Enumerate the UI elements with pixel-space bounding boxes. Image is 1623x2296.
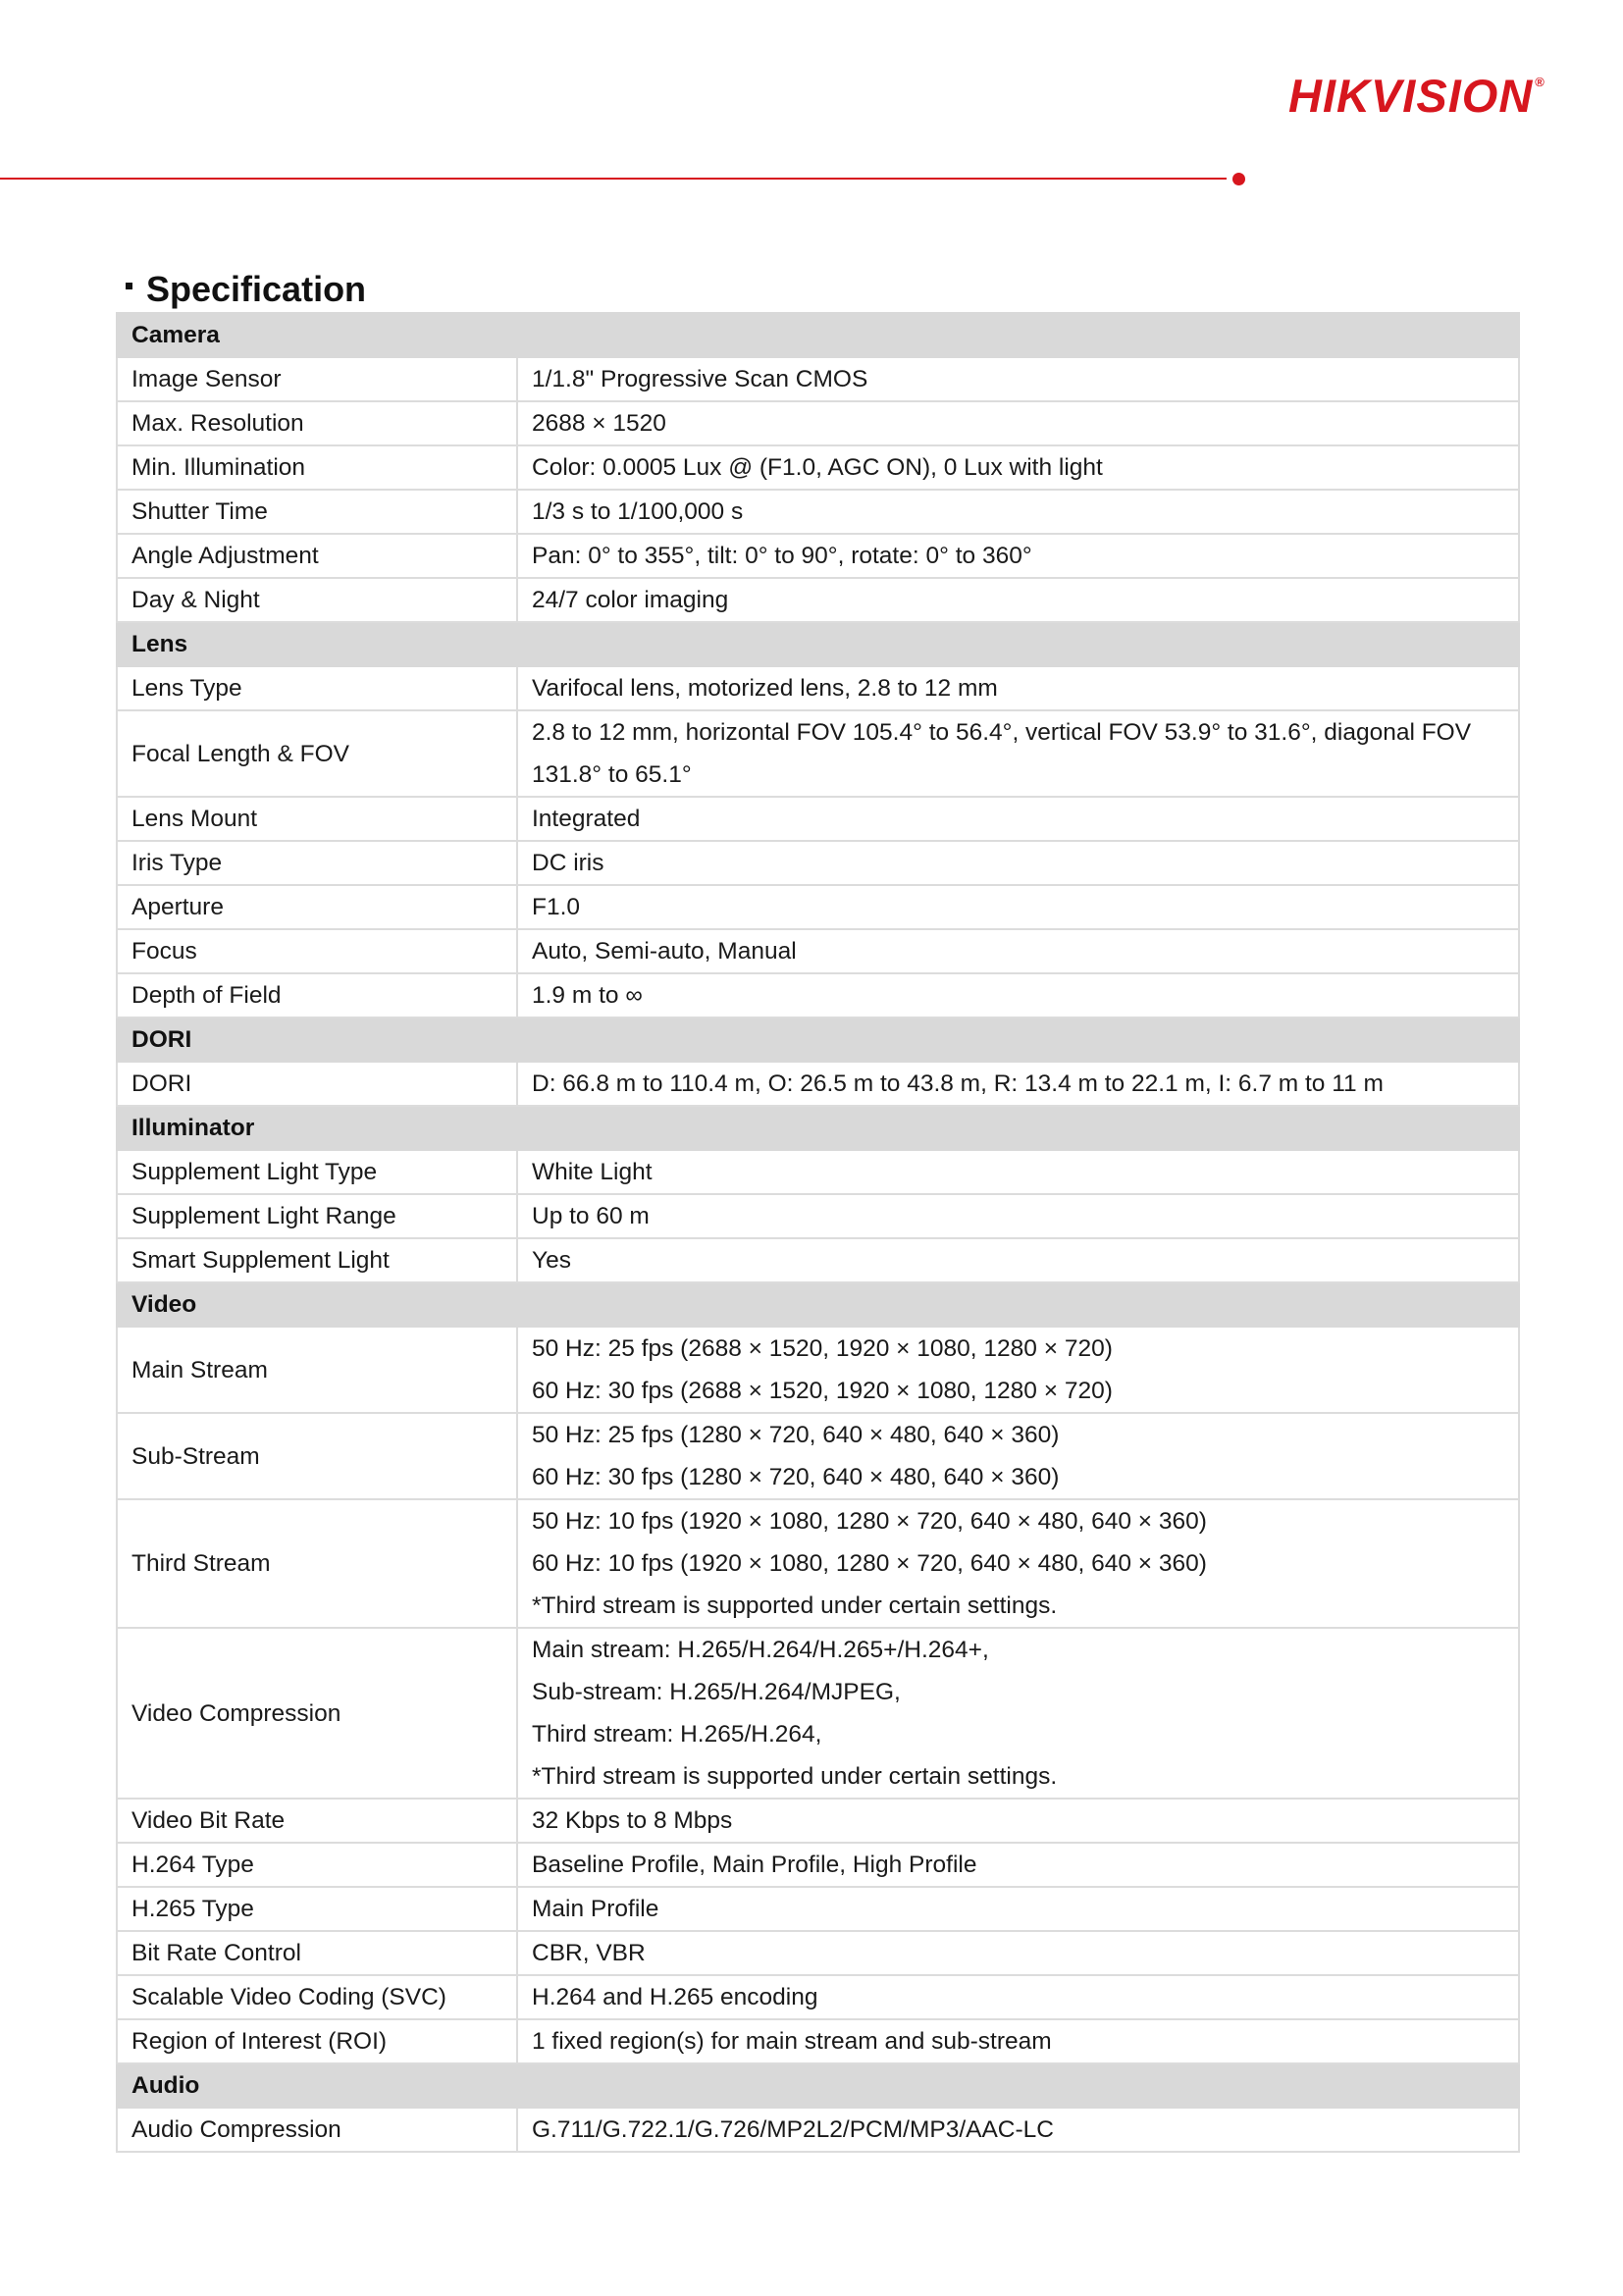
spec-row (117, 797, 1519, 841)
spec-value (517, 1799, 1519, 1843)
spec-label: Scalable Video Coding (SVC) (117, 1975, 517, 2019)
spec-value-line: 24/7 color imaging (532, 587, 729, 613)
spec-value (517, 1628, 1519, 1799)
spec-label: Shutter Time (117, 490, 517, 534)
section-header-row (117, 1106, 1519, 1150)
spec-value (517, 357, 1519, 401)
spec-value (517, 710, 1519, 797)
spec-label: Video Bit Rate (117, 1799, 517, 1843)
bullet-icon (126, 283, 132, 289)
spec-value-line: Baseline Profile, Main Profile, High Profile (532, 1852, 977, 1878)
spec-value (517, 1150, 1519, 1194)
spec-value-line: 1.9 m to ∞ (532, 982, 643, 1009)
spec-value (517, 973, 1519, 1018)
spec-value-line: Yes (532, 1247, 571, 1274)
section-header-row (117, 622, 1519, 666)
spec-value-line: *Third stream is supported under certain settings. (532, 1592, 1058, 1619)
spec-value (517, 1062, 1519, 1106)
section-title: Lens (117, 622, 1519, 666)
spec-value-line: Up to 60 m (532, 1203, 650, 1229)
spec-row (117, 357, 1519, 401)
spec-value (517, 1194, 1519, 1238)
spec-label: Min. Illumination (117, 445, 517, 490)
spec-label: Focal Length & FOV (117, 710, 517, 797)
spec-row (117, 578, 1519, 622)
spec-value (517, 578, 1519, 622)
spec-row (117, 2019, 1519, 2063)
spec-value-line: 131.8° to 65.1° (532, 761, 692, 788)
spec-row (117, 1931, 1519, 1975)
spec-row (117, 1843, 1519, 1887)
spec-value (517, 1413, 1519, 1499)
spec-label: Supplement Light Range (117, 1194, 517, 1238)
spec-value-line: 2688 × 1520 (532, 410, 666, 437)
spec-value (517, 797, 1519, 841)
spec-row (117, 534, 1519, 578)
spec-row (117, 1062, 1519, 1106)
spec-value-line: Third stream: H.265/H.264, (532, 1721, 822, 1748)
spec-row (117, 1194, 1519, 1238)
spec-value-line: Auto, Semi-auto, Manual (532, 938, 797, 965)
section-title: DORI (117, 1018, 1519, 1062)
spec-value-line: Integrated (532, 806, 641, 832)
spec-label: Day & Night (117, 578, 517, 622)
spec-value-line: CBR, VBR (532, 1940, 646, 1966)
spec-label: Focus (117, 929, 517, 973)
spec-label: Third Stream (117, 1499, 517, 1628)
spec-value-line: 2.8 to 12 mm, horizontal FOV 105.4° to 56.4°, vertical FOV 53.9° to 31.6°, diagonal FOV (532, 719, 1472, 746)
spec-value (517, 885, 1519, 929)
spec-row (117, 1413, 1519, 1499)
section-title: Illuminator (117, 1106, 1519, 1150)
spec-value-line: Main Profile (532, 1896, 659, 1922)
section-title: Camera (117, 313, 1519, 357)
spec-row (117, 666, 1519, 710)
spec-value-line: 1/1.8" Progressive Scan CMOS (532, 366, 868, 392)
spec-label: Aperture (117, 885, 517, 929)
spec-value (517, 1887, 1519, 1931)
spec-row (117, 1327, 1519, 1413)
spec-value (517, 490, 1519, 534)
spec-value-line: 60 Hz: 10 fps (1920 × 1080, 1280 × 720, 640 × 480, 640 × 360) (532, 1550, 1207, 1577)
spec-value-line: H.264 and H.265 encoding (532, 1984, 818, 2010)
spec-value (517, 2019, 1519, 2063)
spec-value-line: DC iris (532, 850, 604, 876)
spec-value-line: Varifocal lens, motorized lens, 2.8 to 12 mm (532, 675, 998, 702)
spec-value-line: 60 Hz: 30 fps (1280 × 720, 640 × 480, 640 × 360) (532, 1464, 1060, 1490)
spec-row (117, 710, 1519, 797)
spec-value-line: 1/3 s to 1/100,000 s (532, 498, 744, 525)
hikvision-logo: HIKVISION ® (1288, 70, 1545, 122)
spec-label: H.265 Type (117, 1887, 517, 1931)
spec-row (117, 2108, 1519, 2152)
spec-value (517, 445, 1519, 490)
spec-value-line: G.711/G.722.1/G.726/MP2L2/PCM/MP3/AAC-LC (532, 2116, 1054, 2143)
spec-value (517, 401, 1519, 445)
spec-label: Iris Type (117, 841, 517, 885)
section-header-row (117, 1018, 1519, 1062)
spec-value (517, 1975, 1519, 2019)
spec-label: H.264 Type (117, 1843, 517, 1887)
spec-label: Bit Rate Control (117, 1931, 517, 1975)
spec-value (517, 666, 1519, 710)
spec-value (517, 929, 1519, 973)
specification-table (116, 312, 1520, 2153)
spec-value-line: 50 Hz: 10 fps (1920 × 1080, 1280 × 720, 640 × 480, 640 × 360) (532, 1508, 1207, 1535)
spec-label: Angle Adjustment (117, 534, 517, 578)
spec-label: Depth of Field (117, 973, 517, 1018)
spec-value (517, 1843, 1519, 1887)
spec-value-line: D: 66.8 m to 110.4 m, O: 26.5 m to 43.8 m, R: 13.4 m to 22.1 m, I: 6.7 m to 11 m (532, 1070, 1384, 1097)
spec-row (117, 1238, 1519, 1282)
spec-row (117, 885, 1519, 929)
spec-row (117, 1887, 1519, 1931)
section-header-row (117, 313, 1519, 357)
header-rule-dot (1232, 173, 1245, 185)
spec-row (117, 1799, 1519, 1843)
spec-label: Main Stream (117, 1327, 517, 1413)
header-rule (0, 178, 1227, 180)
spec-label: Sub-Stream (117, 1413, 517, 1499)
section-header-row (117, 2063, 1519, 2108)
spec-label: Image Sensor (117, 357, 517, 401)
spec-label: Region of Interest (ROI) (117, 2019, 517, 2063)
spec-value-line: 1 fixed region(s) for main stream and sub-stream (532, 2028, 1052, 2055)
spec-label: DORI (117, 1062, 517, 1106)
spec-value (517, 2108, 1519, 2152)
spec-row (117, 841, 1519, 885)
section-heading: Specification (126, 267, 366, 312)
spec-row (117, 490, 1519, 534)
spec-value-line: 50 Hz: 25 fps (1280 × 720, 640 × 480, 640 × 360) (532, 1422, 1060, 1448)
spec-value-line: 32 Kbps to 8 Mbps (532, 1807, 733, 1834)
section-header-row (117, 1282, 1519, 1327)
spec-value-line: White Light (532, 1159, 653, 1185)
spec-value-line: *Third stream is supported under certain settings. (532, 1763, 1058, 1790)
spec-row (117, 1499, 1519, 1628)
spec-value (517, 1327, 1519, 1413)
spec-value (517, 534, 1519, 578)
spec-value (517, 1499, 1519, 1628)
spec-value-line: Main stream: H.265/H.264/H.265+/H.264+, (532, 1637, 989, 1663)
spec-value-line: Pan: 0° to 355°, tilt: 0° to 90°, rotate: 0° to 360° (532, 543, 1032, 569)
spec-value (517, 1931, 1519, 1975)
spec-label: Max. Resolution (117, 401, 517, 445)
spec-label: Audio Compression (117, 2108, 517, 2152)
spec-value-line: F1.0 (532, 894, 581, 920)
spec-row (117, 929, 1519, 973)
section-title: Audio (117, 2063, 1519, 2108)
spec-label: Smart Supplement Light (117, 1238, 517, 1282)
spec-value (517, 1238, 1519, 1282)
spec-row (117, 445, 1519, 490)
spec-row (117, 401, 1519, 445)
spec-label: Supplement Light Type (117, 1150, 517, 1194)
spec-row (117, 1975, 1519, 2019)
section-title: Video (117, 1282, 1519, 1327)
spec-row (117, 1628, 1519, 1799)
spec-label: Lens Type (117, 666, 517, 710)
spec-value (517, 841, 1519, 885)
spec-value-line: Color: 0.0005 Lux @ (F1.0, AGC ON), 0 Lux with light (532, 454, 1103, 481)
spec-label: Lens Mount (117, 797, 517, 841)
spec-row (117, 973, 1519, 1018)
spec-value-line: 50 Hz: 25 fps (2688 × 1520, 1920 × 1080, 1280 × 720) (532, 1335, 1113, 1362)
spec-value-line: 60 Hz: 30 fps (2688 × 1520, 1920 × 1080, 1280 × 720) (532, 1378, 1113, 1404)
spec-row (117, 1150, 1519, 1194)
spec-label: Video Compression (117, 1628, 517, 1799)
spec-value-line: Sub-stream: H.265/H.264/MJPEG, (532, 1679, 901, 1705)
